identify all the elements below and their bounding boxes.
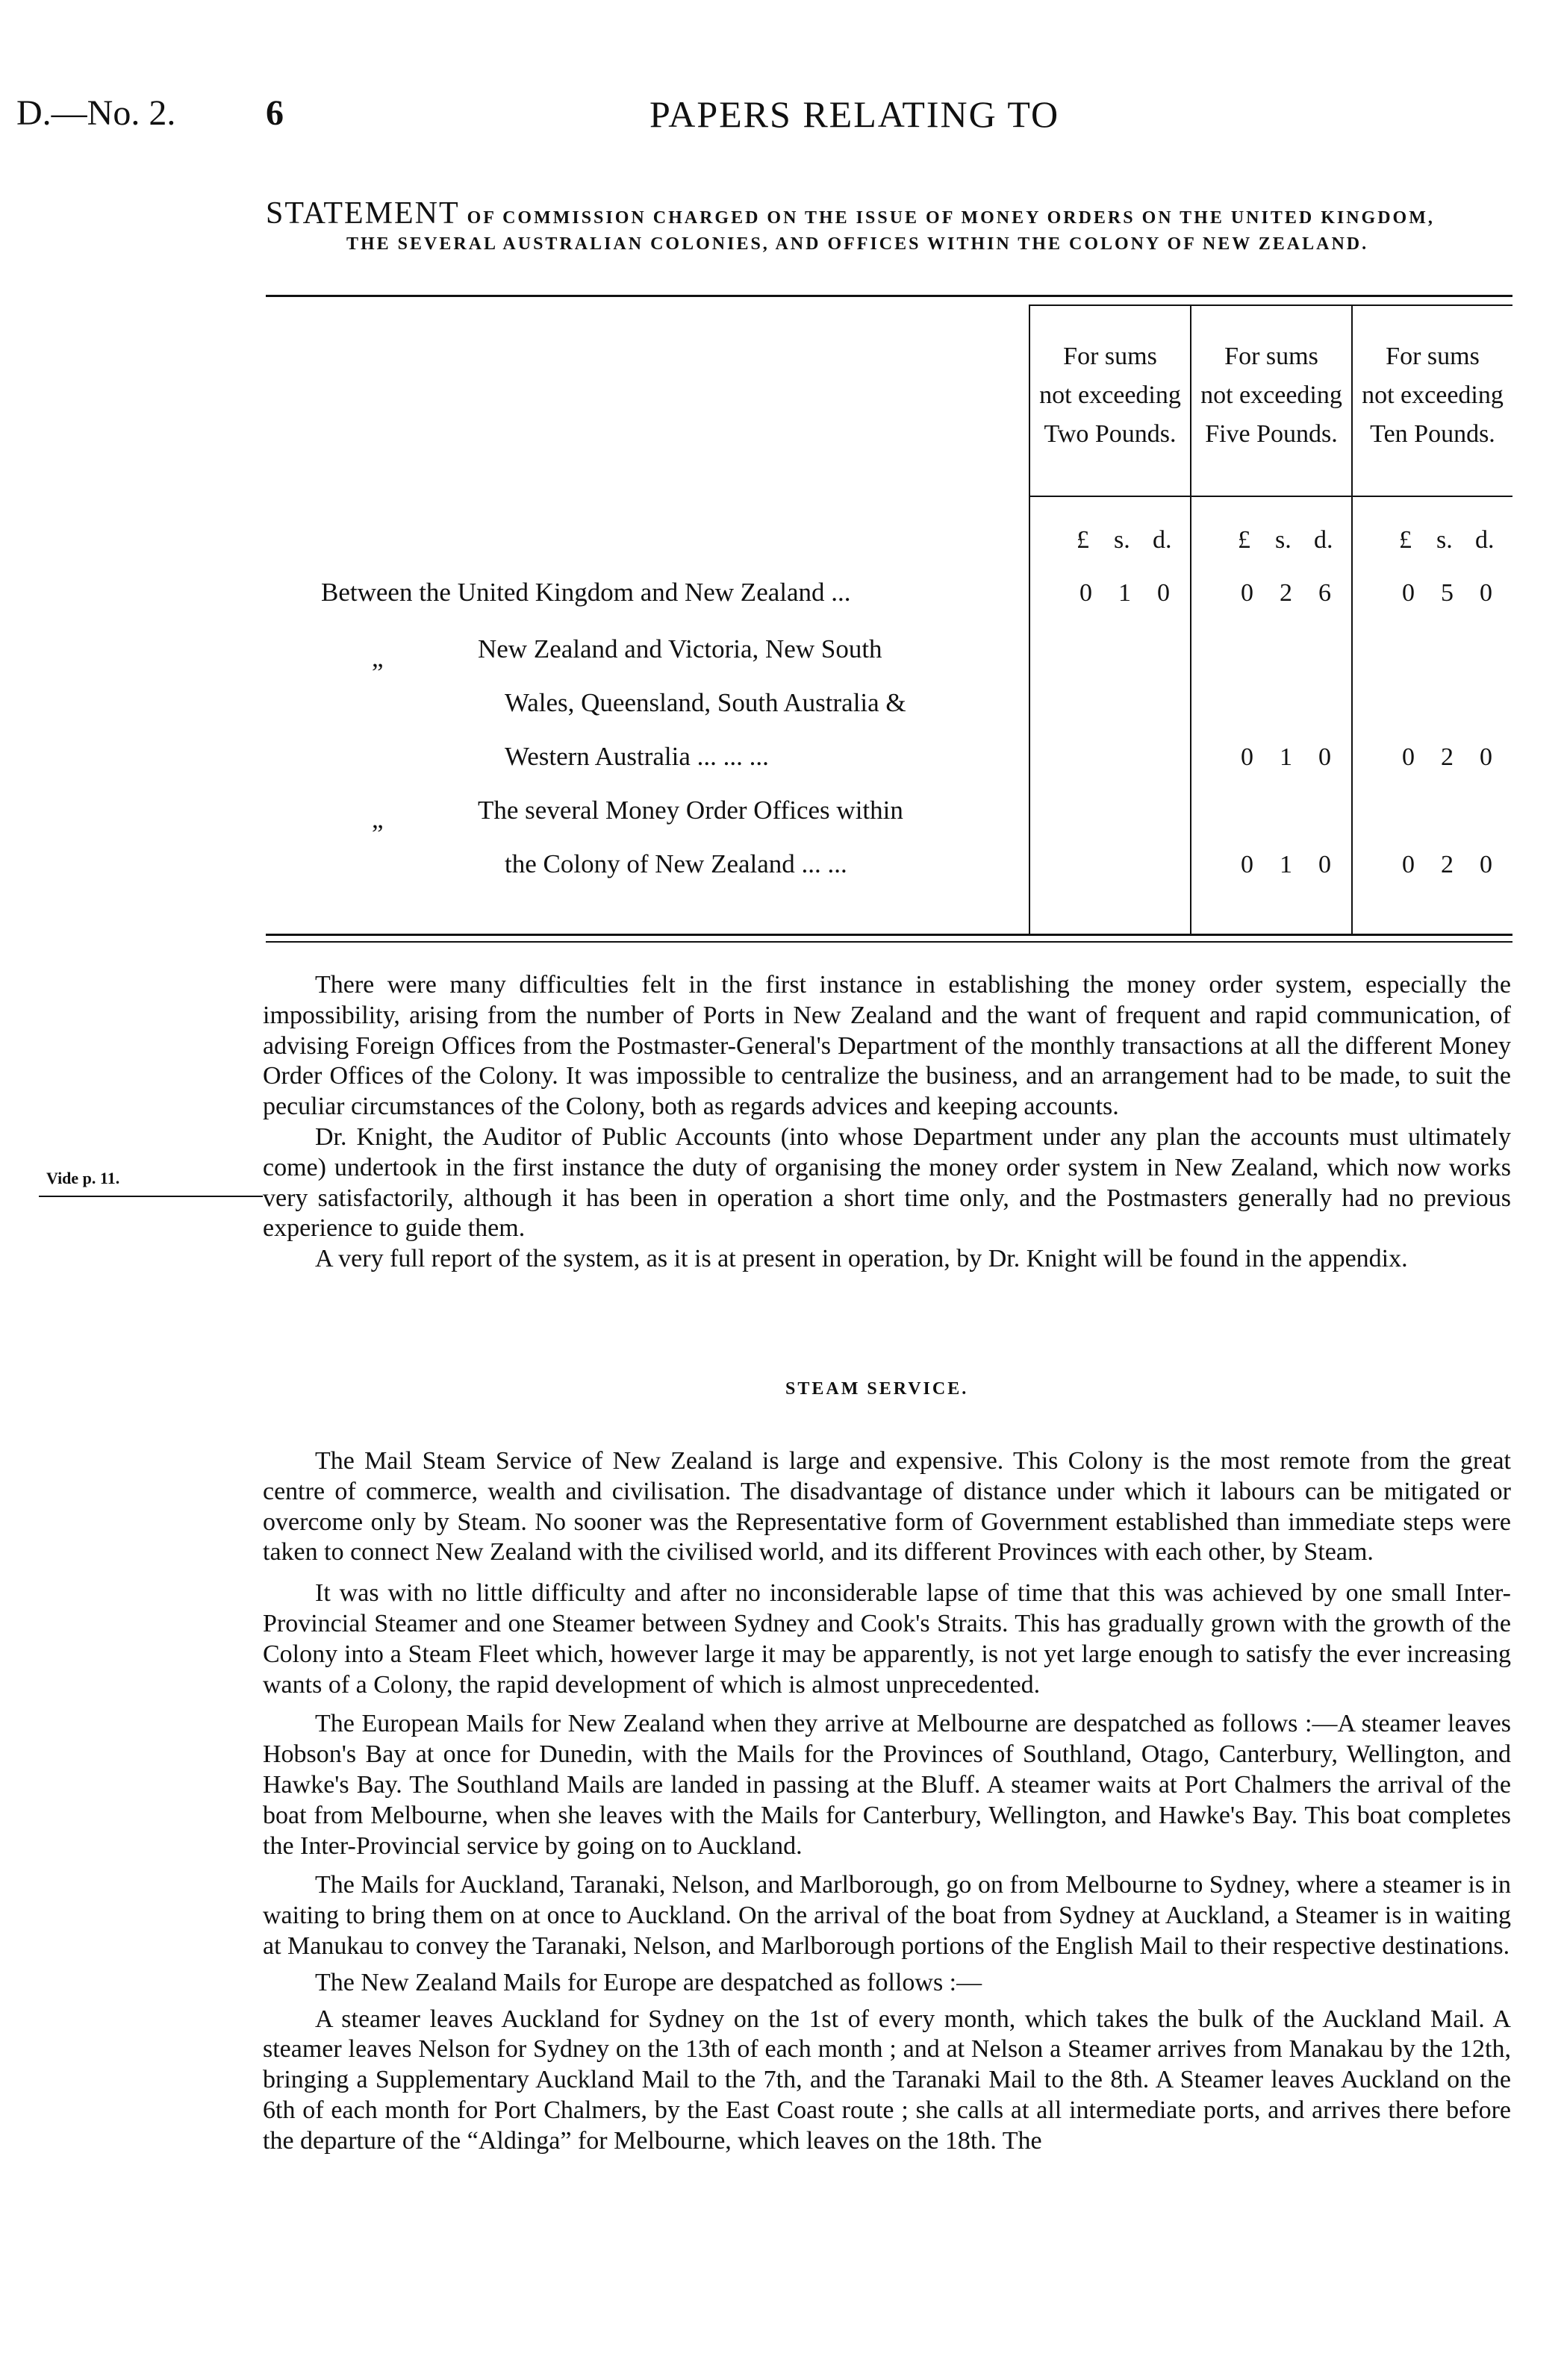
row-label: Wales, Queensland, South Australia &	[505, 688, 906, 717]
table-header-rule	[1029, 496, 1512, 497]
row-label: Western Australia ... ... ...	[505, 742, 769, 771]
paragraph: The New Zealand Mails for Europe are despatched as follows :—	[315, 1968, 982, 1996]
amount-cell: 0	[1241, 579, 1253, 607]
unit-pence: d.	[1314, 526, 1333, 554]
unit-pound: £	[1399, 526, 1412, 554]
row-label: Between the United Kingdom and New Zealand ...	[321, 578, 851, 607]
row-label: the Colony of New Zealand ... ...	[505, 849, 847, 878]
column-header-line: Two Pounds.	[1044, 420, 1177, 448]
amount-cell: 0	[1480, 743, 1492, 771]
column-header-five-pounds	[1191, 337, 1351, 454]
body-text-money-orders	[263, 970, 1511, 1275]
margin-note: Vide p. 11.	[46, 1169, 120, 1187]
statement-line1: OF COMMISSION CHARGED ON THE ISSUE OF MONEY ORDERS ON THE UNITED KINGDOM,	[467, 208, 1435, 228]
section-title: STEAM SERVICE.	[785, 1379, 969, 1399]
unit-pence: d.	[1153, 526, 1172, 554]
amount-cell: 0	[1480, 579, 1492, 607]
amount-cell: 5	[1441, 579, 1454, 607]
row-label: The several Money Order Offices within	[478, 796, 903, 825]
amount-cell: 2	[1280, 579, 1292, 607]
amount-cell: 1	[1280, 851, 1292, 878]
paragraph: There were many difficulties felt in the first instance in establishing the money order system, especially the impossibility, arising from the number of Ports in New Zealand and the want of frequent and rapid communication, of advising Foreign Offices from the Postmaster-General's Department of the monthly transactions at all the different Money Order Offices of the Colony. It was impossible to centralize the business, and an arrangement had to be made, to suit the peculiar circumstances of the Colony, both as regards advices and keeping accounts.	[263, 971, 1511, 1121]
column-header-line: Ten Pounds.	[1370, 420, 1495, 448]
unit-pound: £	[1238, 526, 1250, 554]
statement-line2: THE SEVERAL AUSTRALIAN COLONIES, AND OFFICES WITHIN THE COLONY OF NEW ZEALAND.	[346, 234, 1369, 254]
amount-cell: 0	[1157, 579, 1170, 607]
paragraph: A steamer leaves Auckland for Sydney on the 1st of every month, which takes the bulk of the Auckland Mail. A steamer leaves Nelson for Sydney on the 13th of each month ; and at Nelson a Steamer arrives from Manakau by the 12th, bringing a Supplementary Auckland Mail to the 7th, and the Taranaki Mail to the 8th. A Steamer leaves Auckland on the 6th of each month for Port Chalmers, by the East Coast route ; she calls at all intermediate ports, and arrives there before the departure of the “Aldinga” for Melbourne, which leaves on the 18th. The	[263, 2005, 1511, 2155]
table-top-rule	[266, 295, 1512, 297]
ditto-mark: „	[372, 805, 384, 834]
column-header-two-pounds	[1030, 337, 1190, 454]
amount-cell: 1	[1280, 743, 1292, 771]
column-header-line: For sums	[1386, 343, 1480, 370]
amount-cell: 0	[1241, 743, 1253, 771]
paragraph: Dr. Knight, the Auditor of Public Accounts (into whose Department under any plan the accounts must ultimately come) undertook in the first instance the duty of organising the money order system in New Zealand, which now works very satisfactorily, although it has been in operation a short time only, and the Postmasters generally had no previous experience to guide them.	[263, 1122, 1511, 1243]
unit-shilling: s.	[1436, 526, 1453, 554]
column-header-line: not exceeding	[1039, 381, 1181, 409]
amount-cell: 0	[1079, 579, 1092, 607]
page-number: 6	[266, 93, 284, 133]
column-header-line: For sums	[1224, 343, 1318, 370]
table-bottom-rule	[266, 934, 1512, 936]
margin-note-rule	[39, 1196, 263, 1197]
amount-cell: 0	[1241, 851, 1253, 878]
statement-lead: STATEMENT	[266, 196, 460, 231]
amount-cell: 0	[1318, 743, 1331, 771]
amount-cell: 0	[1402, 851, 1415, 878]
amount-cell: 0	[1480, 851, 1492, 878]
paragraph: The Mails for Auckland, Taranaki, Nelson, and Marlborough, go on from Melbourne to Sydney, where a steamer is in waiting to bring them on at once to Auckland. On the arrival of the boat from Sydney at Auckland, a Steamer is in waiting at Manukau to convey the Taranaki, Nelson, and Marlborough portions of the English Mail to their respective destinations.	[263, 1871, 1511, 1960]
table-bottom-rule-thin	[266, 941, 1512, 943]
document-reference: D.—No. 2.	[16, 93, 176, 133]
paragraph: A very full report of the system, as it is at present in operation, by Dr. Knight will be found in the appendix.	[315, 1245, 1408, 1273]
body-text-steam-service	[263, 1446, 1511, 2157]
row-label: New Zealand and Victoria, New South	[478, 634, 882, 663]
column-header-line: Five Pounds.	[1205, 420, 1338, 448]
unit-pence: d.	[1475, 526, 1495, 554]
amount-cell: 2	[1441, 851, 1454, 878]
page-header	[0, 93, 1564, 145]
ditto-mark: „	[372, 643, 384, 672]
amount-cell: 0	[1318, 851, 1331, 878]
column-header-line: For sums	[1063, 343, 1157, 370]
unit-shilling: s.	[1114, 526, 1130, 554]
running-title: PAPERS RELATING TO	[649, 93, 1060, 135]
column-header-ten-pounds	[1353, 337, 1512, 454]
paragraph: The European Mails for New Zealand when they arrive at Melbourne are despatched as follows :—A steamer leaves Hobson's Bay at once for Dunedin, with the Mails for the Provinces of Southland, Otago, Canterbury, Wellington, and Hawke's Bay. The Southland Mails are landed in passing at the Bluff. A steamer waits at Port Chalmers the arrival of the boat from Melbourne, when she leaves with the Mails for Canterbury, Wellington, and Hawke's Bay. This boat completes the Inter-Provincial service by going on to Auckland.	[263, 1710, 1511, 1860]
unit-pound: £	[1077, 526, 1089, 554]
amount-cell: 6	[1318, 579, 1331, 607]
amount-cell: 2	[1441, 743, 1454, 771]
column-header-line: not exceeding	[1200, 381, 1342, 409]
column-header-line: not exceeding	[1362, 381, 1504, 409]
table-top-rule-thin	[1029, 304, 1512, 306]
amount-cell: 0	[1402, 579, 1415, 607]
paragraph: It was with no little difficulty and after no inconsiderable lapse of time that this was achieved by one small Inter-Provincial Steamer and one Steamer between Sydney and Cook's Straits. This has gradually grown with the growth of the Colony into a Steam Fleet which, however large it may be apparently, is not yet large enough to satisfy the ever increasing wants of a Colony, the rapid development of which is almost unprecedented.	[263, 1579, 1511, 1699]
unit-shilling: s.	[1275, 526, 1292, 554]
statement-heading	[266, 196, 1527, 236]
amount-cell: 0	[1402, 743, 1415, 771]
paragraph: The Mail Steam Service of New Zealand is large and expensive. This Colony is the most remote from the great centre of commerce, wealth and civilisation. The disadvantage of distance under which it labours can be mitigated or overcome only by Steam. No sooner was the Representative form of Government established than immediate steps were taken to connect New Zealand with the civilised world, and its different Provinces with each other, by Steam.	[263, 1447, 1511, 1567]
amount-cell: 1	[1118, 579, 1131, 607]
